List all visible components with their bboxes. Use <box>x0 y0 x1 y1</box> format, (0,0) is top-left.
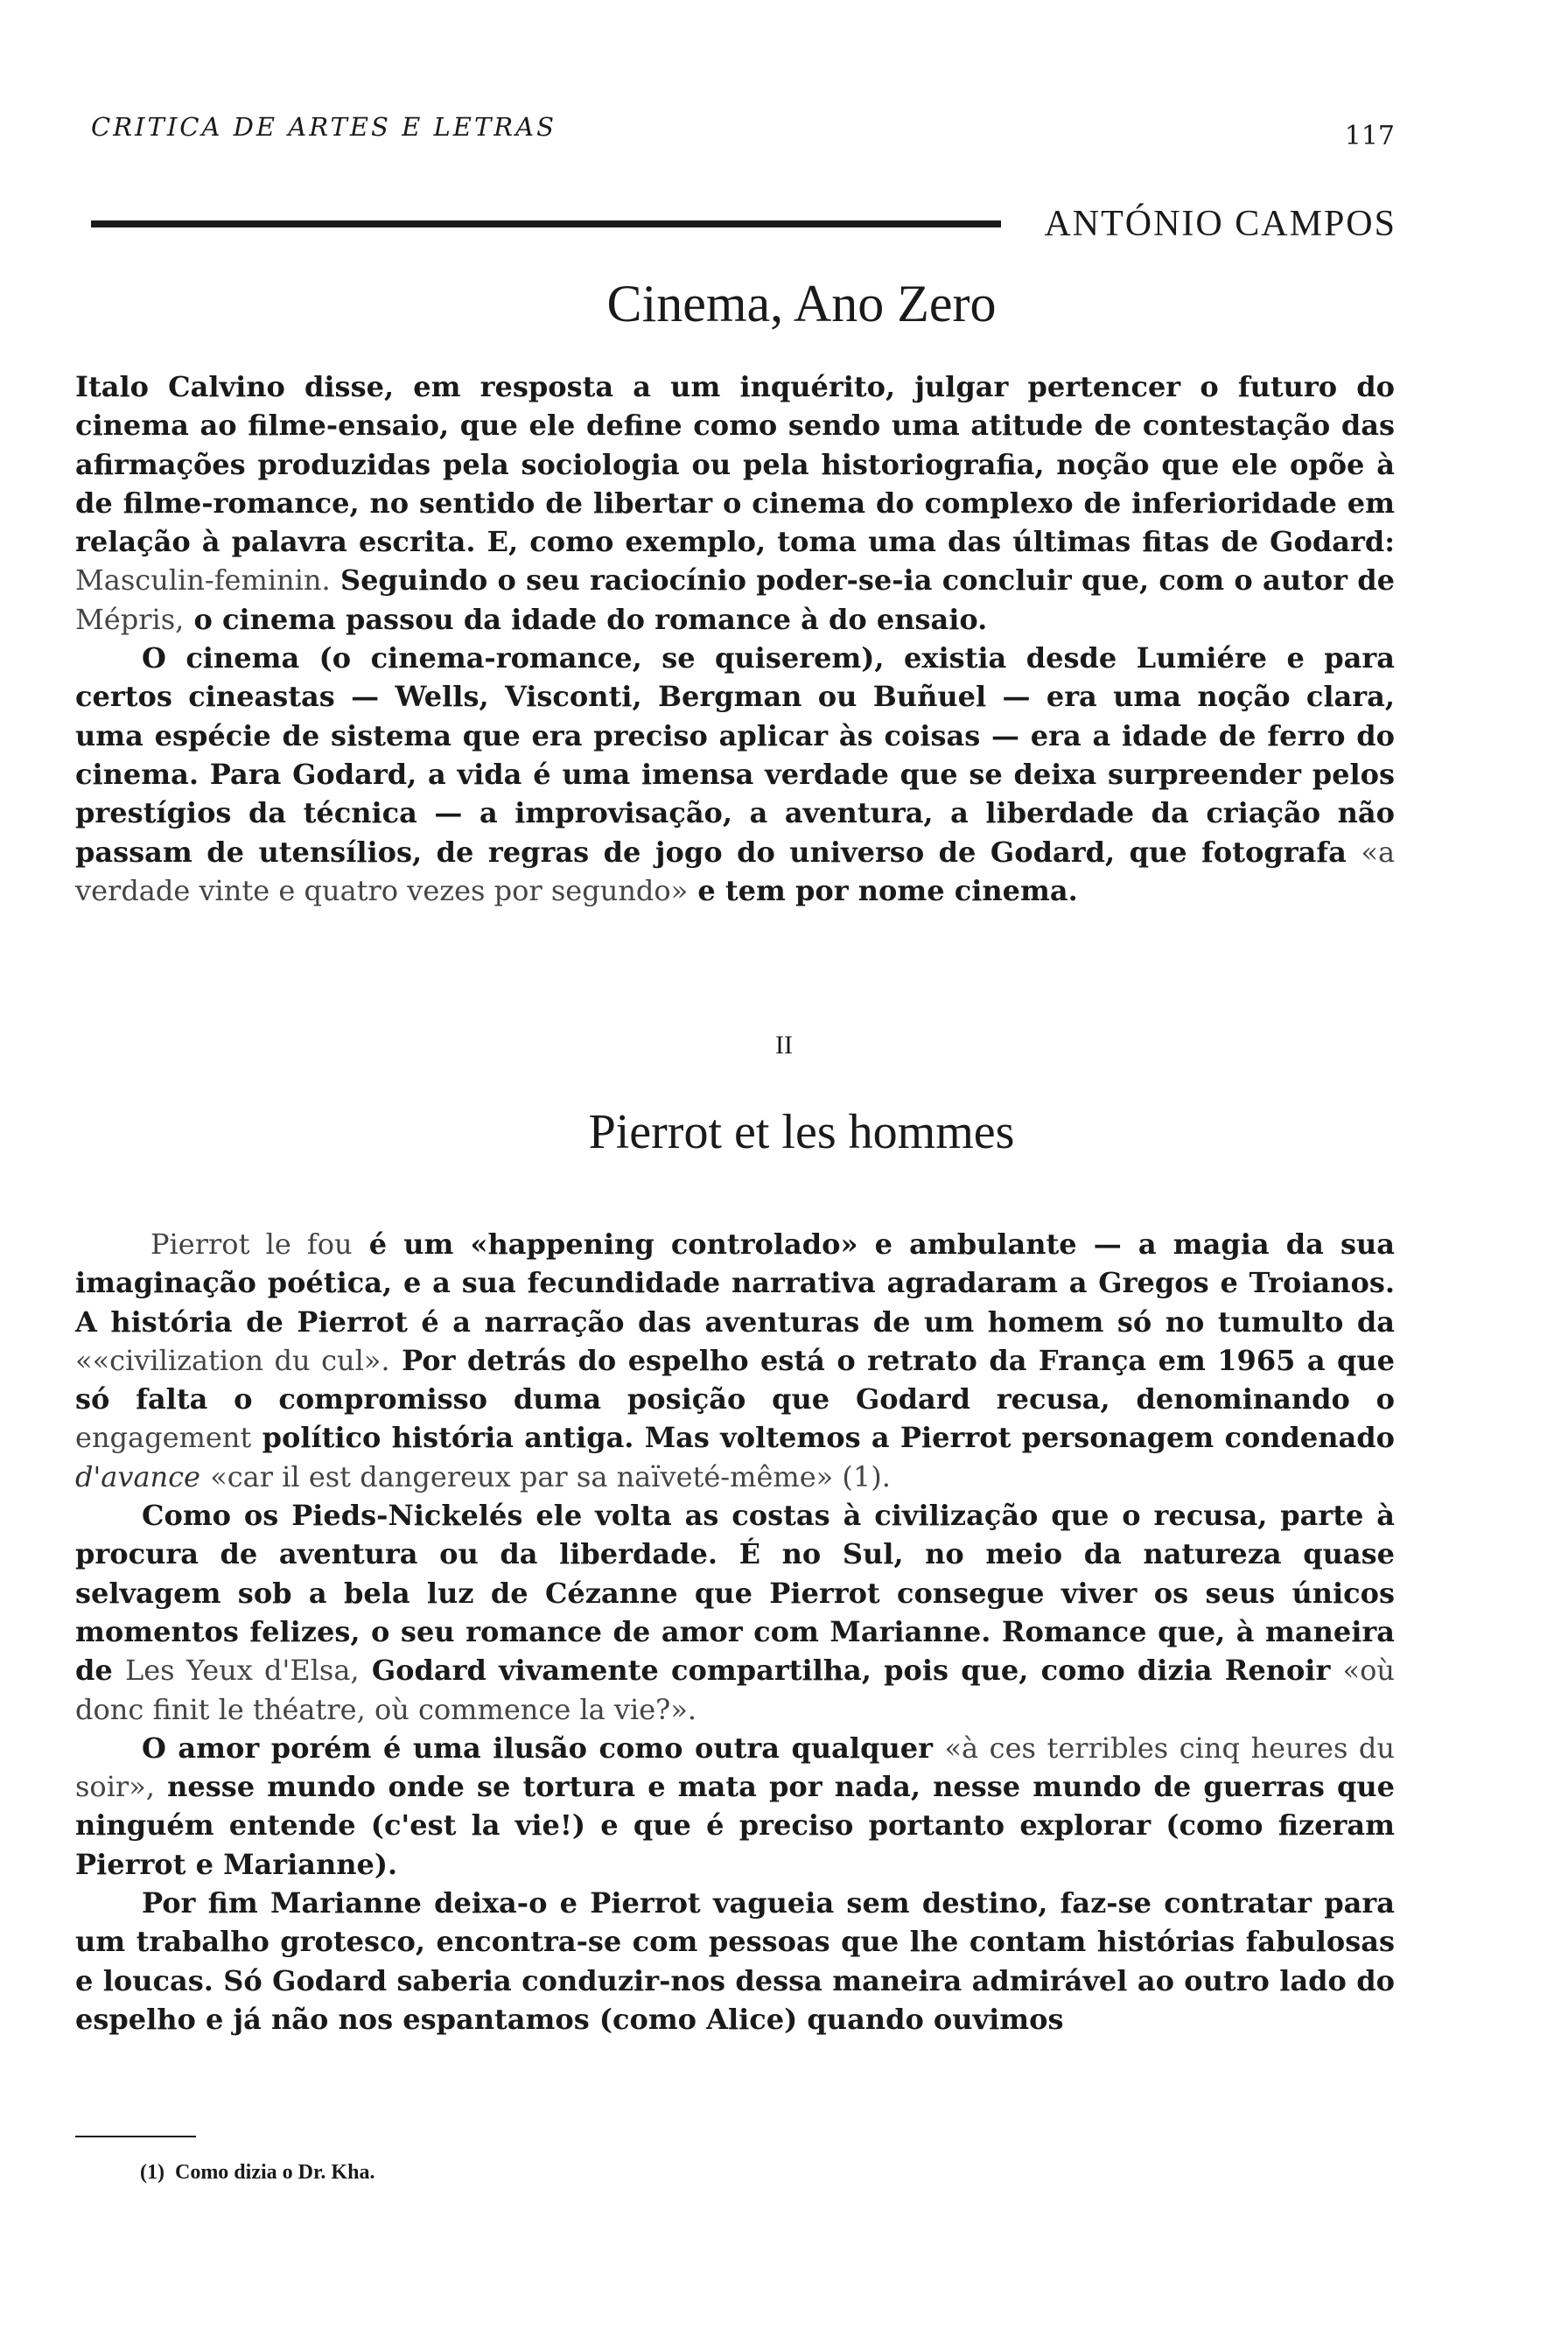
paragraph-4: Como os Pieds-Nickelés ele volta as costas à civilização que o recusa, parte à procura de aventura ou da liberdade. É no Sul, no meio da natureza quase selvagem sob a bela luz de Cézanne que Pierrot consegue viver os seus únicos momentos felizes, o seu romance de amor com Marianne. Romance que, à maneira de Les Yeux d'Elsa, Godard vivamente compartilha, pois que, como dizia Renoir «où donc finit le théatre, où commence la vie?». <box>75 1499 1395 1726</box>
footnote-text: Como dizia o Dr. Kha. <box>174 2161 375 2184</box>
paragraph-6: Por fim Marianne deixa-o e Pierrot vagueia sem destino, faz-se contratar para um trabalho grotesco, encontra-se com pessoas que lhe contam histórias fabulosas e loucas. Só Godard saberia conduzir-nos dessa maneira admirável ao outro lado do espelho e já não nos espantamos (como Alice) quando ouvimos <box>75 1886 1395 2036</box>
page-number: 117 <box>1344 121 1395 151</box>
heading-rule <box>91 220 1001 227</box>
footnote-marker: (1) <box>140 2161 164 2184</box>
article-title: Cinema, Ano Zero <box>606 275 997 332</box>
paragraph-2: O cinema (o cinema-romance, se quiserem), existia desde Lumiére e para certos cineastas — Wells, Visconti, Bergman ou Buñuel — era uma noção clara, uma espécie de sistema que era preciso aplicar às coisas — era a idade de ferro do cinema. Para Godard, a vida é uma imensa verdade que se deixa surpreender pelos prestígios da técnica — a improvisação, a aventura, a liberdade da criação não passam de utensílios, de regras de jogo do universo de Godard, que fotografa «a verdade vinte e quatro vezes por segundo» e tem por nome cinema. <box>75 641 1396 907</box>
footnote <box>140 2161 374 2185</box>
paragraph-3: Pierrot le fou é um «happening controlado» e ambulante — a magia da sua imaginação poética, e a sua fecundidade narrativa agradaram a Gregos e Troianos. A história de Pierrot é a narração das aventuras de um homem só no tumulto da ««civilization du cul». Por detrás do espelho está o retrato da França em 1965 a que só falta o compromisso duma posição que Godard recusa, denominando o engagement político história antiga. Mas voltemos a Pierrot personagem condenado d'avance «car il est dangereux par sa naïveté-même» (1). <box>75 1227 1396 1493</box>
paragraph-1: Italo Calvino disse, em resposta a um inquérito, julgar pertencer o futuro do cinema ao filme-ensaio, que ele define como sendo uma atitude de contestação das afirmações produzidas pela sociologia ou pela historiografia, noção que ele opõe à de filme-romance, no sentido de libertar o cinema do complexo de inferioridade em relação à palavra escrita. E, como exemplo, toma uma das últimas fitas de Godard: Masculin-feminin. Seguindo o seu raciocínio poder-se-ia concluir que, com o autor de Mépris, o cinema passou da idade do romance à do ensaio. <box>75 370 1396 636</box>
running-head: CRITICA DE ARTES E LETRAS <box>91 112 556 142</box>
section-number: II <box>775 1031 793 1060</box>
section-2-body <box>75 1225 1395 2039</box>
author-name: ANTÓNIO CAMPOS <box>1044 204 1396 244</box>
section-1-body <box>75 367 1395 910</box>
section-title: Pierrot et les hommes <box>588 1105 1015 1159</box>
footnote-rule <box>75 2136 196 2137</box>
paragraph-5: O amor porém é uma ilusão como outra qualquer «à ces terribles cinq heures du soir», nesse mundo onde se tortura e mata por nada, nesse mundo de guerras que ninguém entende (c'est la vie!) e que é preciso portanto explorar (como fizeram Pierrot e Marianne). <box>75 1731 1396 1881</box>
